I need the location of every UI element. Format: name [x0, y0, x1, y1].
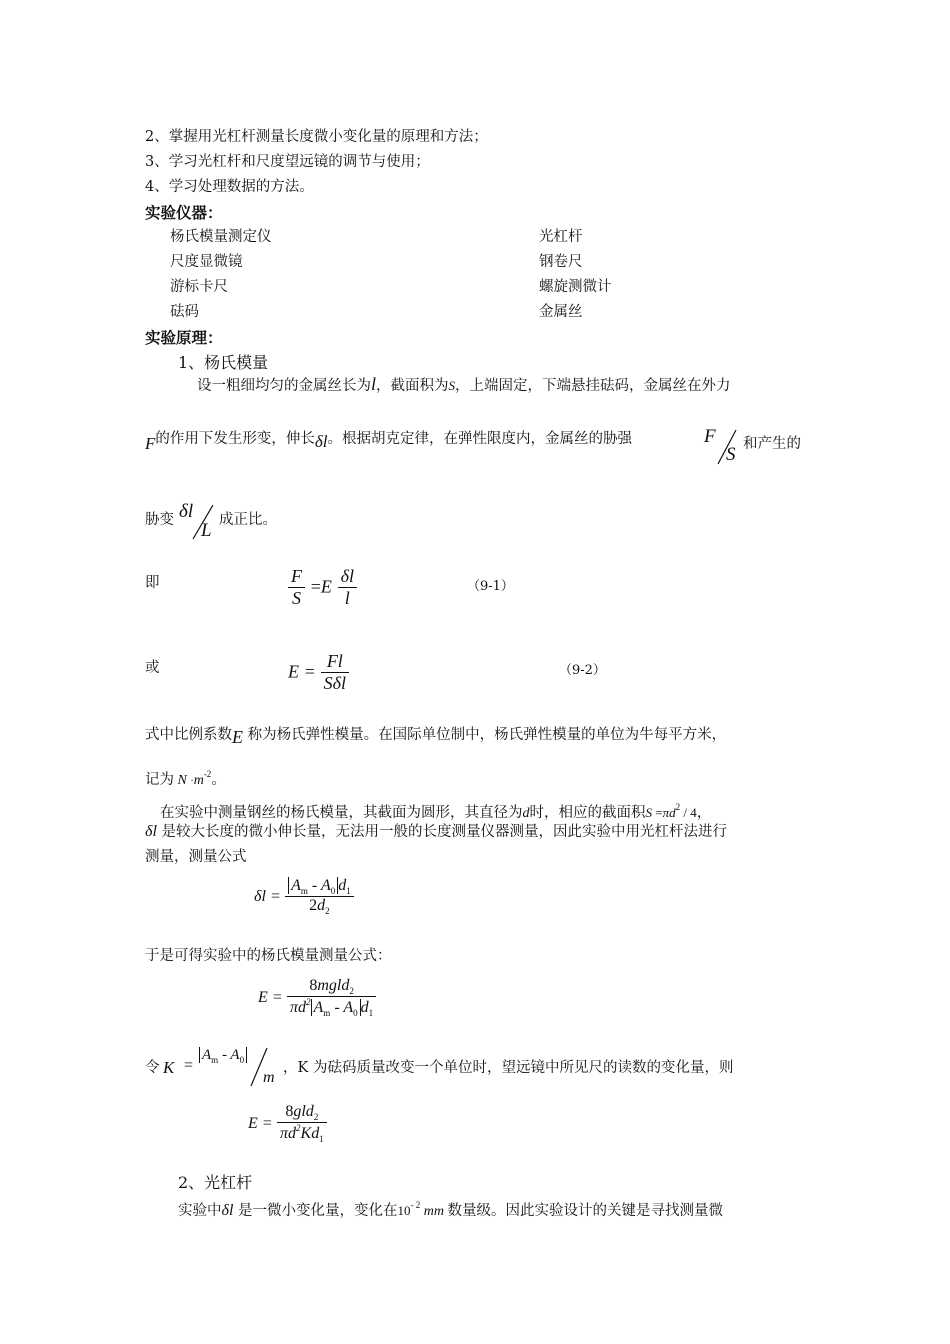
equation-e-measurement: E = $\frac{8mgld_2}{\pi d^2 A_m - A_0 d_1}$ [258, 977, 376, 1018]
paragraph-fragment: 成正比。 [219, 512, 277, 528]
equation-label: 或 [145, 660, 160, 676]
paragraph-line: 在实验中测量钢丝的杨氏模量，其截面为圆形，其直径为d时，相应的截面积$S =\pi d^2 / 4$， [160, 802, 712, 821]
paragraph-fragment: ，K 为砝码质量改变一个单位时，望远镜中所见尺的读数的变化量，则 [283, 1060, 734, 1076]
paragraph-line: 记为 $N \cdot m^{-2}$。 [145, 769, 226, 788]
instrument-item: 杨氏模量测定仪 [170, 229, 272, 245]
principle-heading: 实验原理： [145, 329, 223, 347]
paragraph-line: 式中比例系数E 称为杨氏弹性模量。在国际单位制中，杨氏弹性模量的单位为牛每平方米， [145, 727, 727, 747]
subsection-title: 1、杨氏模量 [178, 353, 269, 372]
instrument-item: 金属丝 [539, 304, 583, 320]
equation-number: （9-1） [467, 579, 514, 594]
equation-9-1: $\frac{F}{S}$ =E $\frac{\delta l}{l}$ [288, 566, 357, 609]
paragraph-fragment: 令 [145, 1060, 160, 1076]
paragraph-line: 实验中δl 是一微小变化量，变化在$10^{- 2}$ mm 数量级。因此实验设计的关键是寻找测量微 [178, 1200, 723, 1219]
paragraph-line: F的作用下发生形变，伸长δl。根据胡克定律，在弹性限度内，金属丝的胁强 [145, 431, 633, 453]
stress-fraction: F S [704, 426, 736, 465]
instruments-heading: 实验仪器： [145, 204, 223, 222]
paragraph-line: 测量，测量公式 [145, 849, 247, 865]
equation-label: 即 [145, 575, 160, 591]
equation-number: （9-2） [559, 663, 606, 678]
instrument-item: 游标卡尺 [170, 279, 228, 295]
paragraph-fragment: 胁变 [145, 512, 174, 528]
instrument-item: 砝码 [170, 304, 199, 320]
paragraph-line: δl 是较大长度的微小伸长量，无法用一般的长度测量仪器测量，因此实验中用光杠杆法进行 [145, 823, 727, 840]
paragraph-fragment: 和产生的 [743, 436, 801, 452]
instrument-item: 螺旋测微计 [539, 279, 612, 295]
instrument-item: 光杠杆 [539, 229, 583, 245]
equation-9-2: E = $\frac{Fl}{\text{Sδl}}$ [288, 651, 349, 694]
subsection-title: 2、光杠杆 [178, 1173, 253, 1192]
instrument-item: 尺度显微镜 [170, 254, 243, 270]
equation-e-k: E = $\frac{8gld_2}{\pi d^2Kd_1}$ [248, 1103, 327, 1144]
objective-item: 4、学习处理数据的方法。 [145, 179, 314, 195]
instrument-item: 钢卷尺 [539, 254, 583, 270]
paragraph-line: 设一粗细均匀的金属丝长为l，截面积为S，上端固定，下端悬挂砝码，金属丝在外力 [197, 374, 731, 394]
paragraph-line: 于是可得实验中的杨氏模量测量公式： [145, 948, 392, 964]
equation-k: K = $A_m - A_0$ m [163, 1047, 275, 1086]
strain-fraction: δl L [179, 501, 212, 541]
objective-item: 3、学习光杠杆和尺度望远镜的调节与使用； [145, 154, 430, 170]
objective-item: 2、掌握用光杠杆测量长度微小变化量的原理和方法； [145, 129, 488, 145]
equation-delta-l: δl = $\frac{A_m - A_0 d_1}{2d_2}$ [254, 877, 354, 916]
